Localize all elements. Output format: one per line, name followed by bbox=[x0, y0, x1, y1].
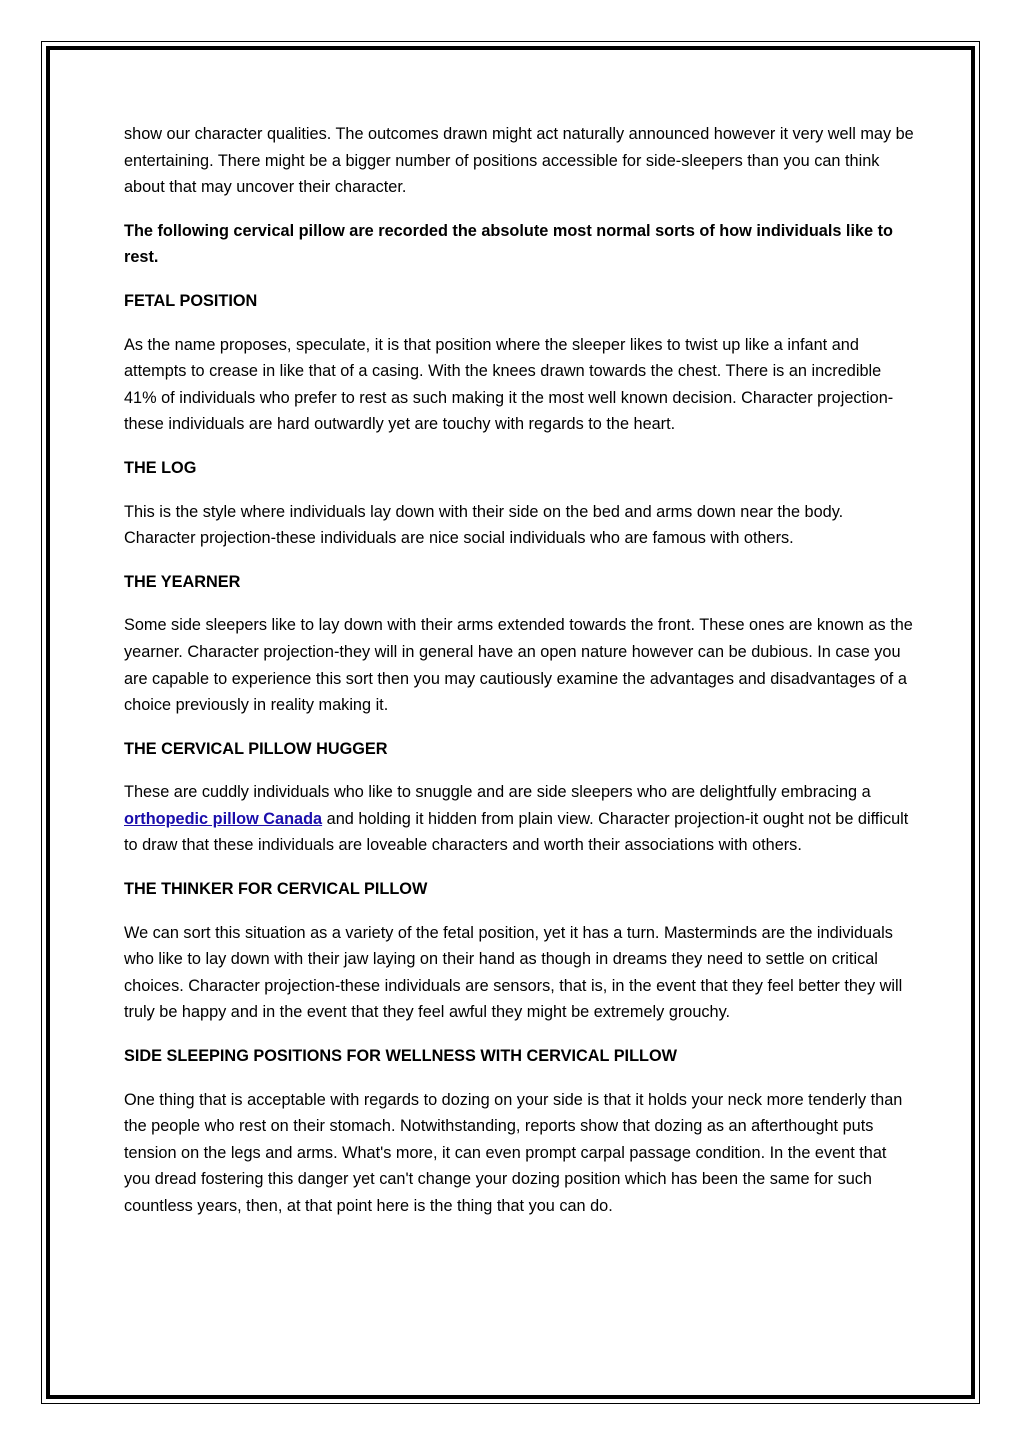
document-body bbox=[124, 121, 914, 1237]
yearner-paragraph: Some side sleepers like to lay down with their arms extended towards the front. These ones are known as the yearner. Character projection-they will in general have an open nature however can be dubious. In case you are capable to experience this sort then you may cautiously examine the advantages and disadvantages of a choice previously in reality making it. bbox=[124, 616, 913, 715]
pillow-hugger-text-after: and holding it hidden from plain view. Character projection-it ought not be difficult to draw that these individuals are loveable characters and worth their associations with others. bbox=[124, 809, 909, 855]
fetal-position-paragraph: As the name proposes, speculate, it is that position where the sleeper likes to twist up like a infant and attempts to crease in like that of a casing. With the knees drawn towards the chest. There is an incredible 41% of individuals who prefer to rest as such making it the most well known decision. Character projection-these individuals are hard outwardly yet are touchy with regards to the heart. bbox=[124, 335, 894, 434]
intro-paragraph: show our character qualities. The outcomes drawn might act naturally announced however it very well may be entertaining. There might be a bigger number of positions accessible for side-sleepers than you can think about that may uncover their character. bbox=[124, 125, 914, 197]
pillow-hugger-paragraph bbox=[124, 779, 914, 859]
fetal-position-heading: FETAL POSITION bbox=[124, 291, 258, 310]
lead-bold-paragraph: The following cervical pillow are recorded the absolute most normal sorts of how individuals like to rest. bbox=[124, 221, 893, 267]
thinker-heading: THE THINKER FOR CERVICAL PILLOW bbox=[124, 880, 428, 899]
thinker-paragraph: We can sort this situation as a variety of the fetal position, yet it has a turn. Masterminds are the individuals who like to lay down with their jaw laying on their hand as though in dreams they need to settle on critical choices. Character projection-these individuals are sensors, that is, in the event that they feel better they will truly be happy and in the event that they feel awful they might be extremely grouchy. bbox=[124, 923, 903, 1022]
pillow-hugger-heading: THE CERVICAL PILLOW HUGGER bbox=[124, 739, 388, 758]
pillow-hugger-text-before: These are cuddly individuals who like to snuggle and are side sleepers who are delightfully embracing a bbox=[124, 783, 871, 802]
log-heading: THE LOG bbox=[124, 458, 197, 477]
orthopedic-pillow-link[interactable]: orthopedic pillow Canada bbox=[124, 809, 323, 828]
wellness-heading: SIDE SLEEPING POSITIONS FOR WELLNESS WITH CERVICAL PILLOW bbox=[124, 1047, 677, 1066]
yearner-heading: THE YEARNER bbox=[124, 572, 241, 591]
log-paragraph: This is the style where individuals lay down with their side on the bed and arms down near the body. Character projection-these individuals are nice social individuals who are famous with others. bbox=[124, 502, 844, 548]
wellness-paragraph: One thing that is acceptable with regards to dozing on your side is that it holds your neck more tenderly than the people who rest on their stomach. Notwithstanding, reports show that dozing as an afterthought puts tension on the legs and arms. What's more, it can even prompt carpal passage condition. In the event that you dread fostering this danger yet can't change your dozing position which has been the same for such countless years, then, at that point here is the thing that you can do. bbox=[124, 1090, 903, 1215]
